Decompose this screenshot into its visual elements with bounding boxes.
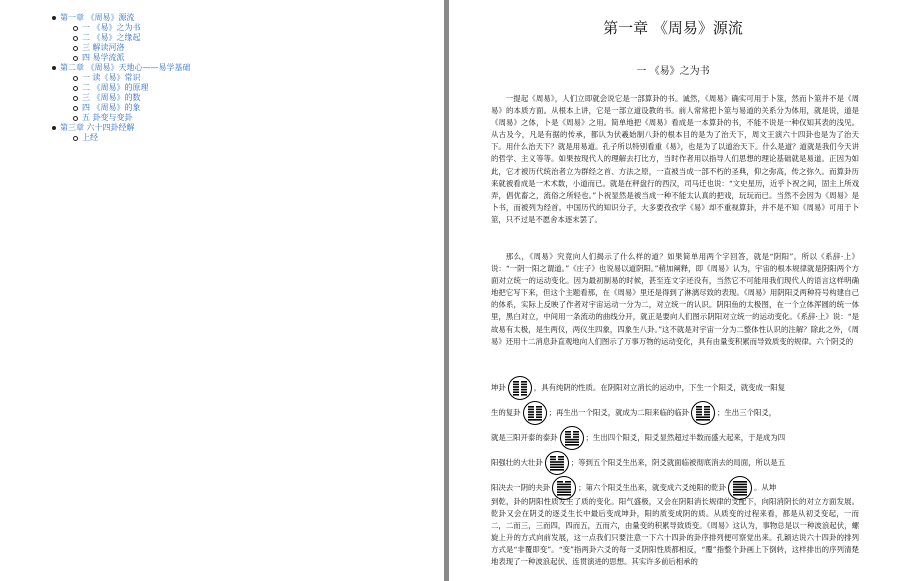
toc-section-link[interactable]: 上经 — [82, 133, 98, 142]
hexagram-line — [491, 376, 859, 400]
circle-bullet-icon — [73, 106, 78, 111]
bullet-icon — [52, 66, 56, 70]
text-span: 坤卦 — [491, 383, 506, 392]
text-span: 就是三阳开泰的泰卦 — [491, 433, 558, 442]
paragraph: 到乾，卦的阴阳性质发生了质的变化。阳气盛极，又会在阴阳消长规律的支配下，向阳消阴长的对立方面发展。乾卦又会在阴爻的逐爻生长中最后变成坤卦，阳的质变成阴的质。从质变的过程来看，都是从初爻变起，一而二，二而三，三而四，四而五，五而六，由量变的积累导致质变。《周易》这认为，事物总是以一种波浪起伏，螺旋上升的方式向前发展，这一点我们只要注意一下六十四卦的卦序排列便可察觉出来。孔颖达说六十四卦的排列方式是“非覆即变”。“变”指两卦六爻的每一爻阴阳性质都相反，“覆”指整个卦画上下倒转，这样排出的序列清楚地表现了一种波浪起伏、连贯演进的思想。其实许多前后相承的 — [491, 497, 859, 567]
toc-chapter-item[interactable] — [52, 13, 135, 23]
circle-bullet-icon — [73, 96, 78, 101]
circle-bullet-icon — [73, 56, 78, 61]
toc-chapter-link[interactable]: 第三章 六十四卦经解 — [60, 123, 135, 132]
toc-section-item[interactable] — [73, 73, 141, 83]
text-span: ；生出四个阳爻，阳爻显然超过半数而盛大起来，于是成为四 — [585, 433, 786, 442]
section-title: 一 《易》之为书 — [636, 66, 710, 77]
chapter-title: 第一章 《周易》源流 — [603, 19, 743, 37]
bullet-icon — [52, 126, 56, 130]
toc-section-link[interactable]: 二 《易》之缘起 — [82, 33, 141, 42]
text-span: ；等到五个阳爻生出来，阴爻就面临被彻底消去的局面，所以是五 — [570, 458, 786, 467]
hexagram-kun-icon — [508, 376, 532, 400]
hexagram-lin-icon — [691, 401, 715, 425]
toc-section-link[interactable]: 一 读《易》常识 — [82, 73, 141, 82]
circle-bullet-icon — [73, 36, 78, 41]
toc-section-link[interactable]: 三 解读河洛 — [82, 43, 125, 52]
text-span: ，具有纯阴的性质。在阴阳对立消长的运动中，下生一个阳爻，就变成一阳复 — [533, 383, 786, 392]
text-span: 阳强壮的大壮卦 — [491, 458, 543, 467]
toc-section-item[interactable] — [73, 53, 125, 63]
paragraph: 那么，《周易》究竟向人们揭示了什么样的道？如果简单用两个字回答，就是“阴阳”。所以《系辞·上》说：“一阴一阳之谓道。”《庄子》也说易以道阴阳。”稍加阐释，即《周易》认为，宇宙的根本规律就是阴阳两个方面对立统一的运动变化。因为最初制易的时候，甚至连文字还没有，当然它不可能用我们现代人的语言这样明确地把它写下来，但这个主题看那，在《周易》里还是得到了淋漓尽致的表现。《周易》用阴阳爻两种符号构建自己的体系，实际上反映了作者对宇宙运动一分为二，对立统一的认识。阴阳鱼的太极图，在一个立体浑圆的统一体里，黑白对立，中间用一条流动的曲线分开，就正是要向人们图示阴阳对立统一的运动变化。《系辞·上》说：“是故易有太极，是生两仪，两仪生四象，四象生八卦。”这不就是对宇宙一分为二整体性认识的注解？除此之外，《周易》还用十二消息卦直观地向人们图示了万事万物的运动变化，具有由量变积累而导致质变的规律。六个阴爻的 — [491, 252, 859, 346]
circle-bullet-icon — [73, 46, 78, 51]
hexagram-line — [491, 451, 859, 475]
bullet-icon — [52, 16, 56, 20]
toc-section-item[interactable] — [73, 93, 141, 103]
toc-chapter-item[interactable] — [52, 123, 135, 133]
toc-section-link[interactable]: 一 《易》之为书 — [82, 23, 141, 32]
toc-section-item[interactable] — [73, 33, 141, 43]
text-span: 。从坤 — [753, 483, 777, 492]
toc-section-item[interactable] — [73, 133, 98, 143]
text-span: ；生出三个阳爻， — [717, 408, 777, 417]
toc-section-link[interactable]: 五 卦变与变卦 — [82, 113, 133, 122]
circle-bullet-icon — [73, 26, 78, 31]
circle-bullet-icon — [73, 86, 78, 91]
toc-section-item[interactable] — [73, 113, 133, 123]
toc-section-link[interactable]: 四 《周易》的象 — [82, 103, 141, 112]
toc-section-link[interactable]: 二 《周易》的原理 — [82, 83, 149, 92]
toc-chapter-link[interactable]: 第二章 《周易》天地心——易学基础 — [60, 63, 191, 72]
hexagram-dazhuang-icon — [545, 451, 569, 475]
hexagram-line — [491, 401, 859, 425]
toc-section-item[interactable] — [73, 83, 149, 93]
text-span: ；再生出一个阳爻，就成为二阳来临的临卦 — [548, 408, 690, 417]
circle-bullet-icon — [73, 136, 78, 141]
toc-panel — [0, 0, 440, 581]
hexagram-line — [491, 426, 859, 450]
toc-chapter-item[interactable] — [52, 63, 191, 73]
circle-bullet-icon — [73, 116, 78, 121]
toc-section-item[interactable] — [73, 23, 141, 33]
toc-section-link[interactable]: 四 易学流派 — [82, 53, 125, 62]
text-span: ；第六个阳爻生出来，就变成六爻纯阳的乾卦 — [578, 483, 726, 492]
hexagram-tai-icon — [560, 426, 584, 450]
toc-chapter-link[interactable]: 第一章 《周易》源流 — [60, 13, 135, 22]
toc-section-item[interactable] — [73, 43, 125, 53]
paragraph: 一提起《周易》，人们立即就会说它是一部算卦的书。诚然，《周易》确实可用于卜筮，然而卜筮并不是《周易》的本质方面。从根本上讲，它是一部立道设教的书。前人常常把卜筮与易道的关系分为体用，就是说，道是《周易》之体，卜是《周易》之用。简单地把《周易》看成是一本算卦的书，不能不说是一种仅知其表的浅见。从古及今，凡是有据的传承，都认为伏羲始制八卦的根本目的是为了治天下，周文王演六十四卦也是为了治天下。用什么治天下？就是用易道。孔子所以特别看重《易》，也是为了以道治天下。什么是道？道就是我们今天讲的哲学、主义等等。如果按现代人的理解去打比方，当时作者用以指导人们思想的理论基础就是易道。正因为如此，它才被历代统治者立为群经之首、方法之原，一直被当成一部不朽的圣典，仰之弥高，传之弥久。而算卦历来就被看成是一术术数，小道而已。就是在秤盘行的西汉，司马迁也说：“文史星历，近乎卜祝之间，固主上所戏弄，倡优畜之，流俗之所轻也。”卜祝显然是被当成一种不能太认真的把戏，玩玩而已。当然不会因为《周易》是卜书，而被列为经首。中国历代的知识分子，大多要孜孜学《易》却不重视算卦，并不是不知《周易》可用于卜筮，只不过是不愿舍本逐末罢了。 — [491, 94, 859, 224]
toc-section-item[interactable] — [73, 103, 141, 113]
circle-bullet-icon — [73, 76, 78, 81]
document-pane — [449, 0, 897, 581]
hexagram-fu-icon — [523, 401, 547, 425]
text-span: 阳决去一阴的夬卦 — [491, 483, 551, 492]
text-span: 生的复卦 — [491, 408, 521, 417]
toc-section-link[interactable]: 三 《周易》的数 — [82, 93, 141, 102]
